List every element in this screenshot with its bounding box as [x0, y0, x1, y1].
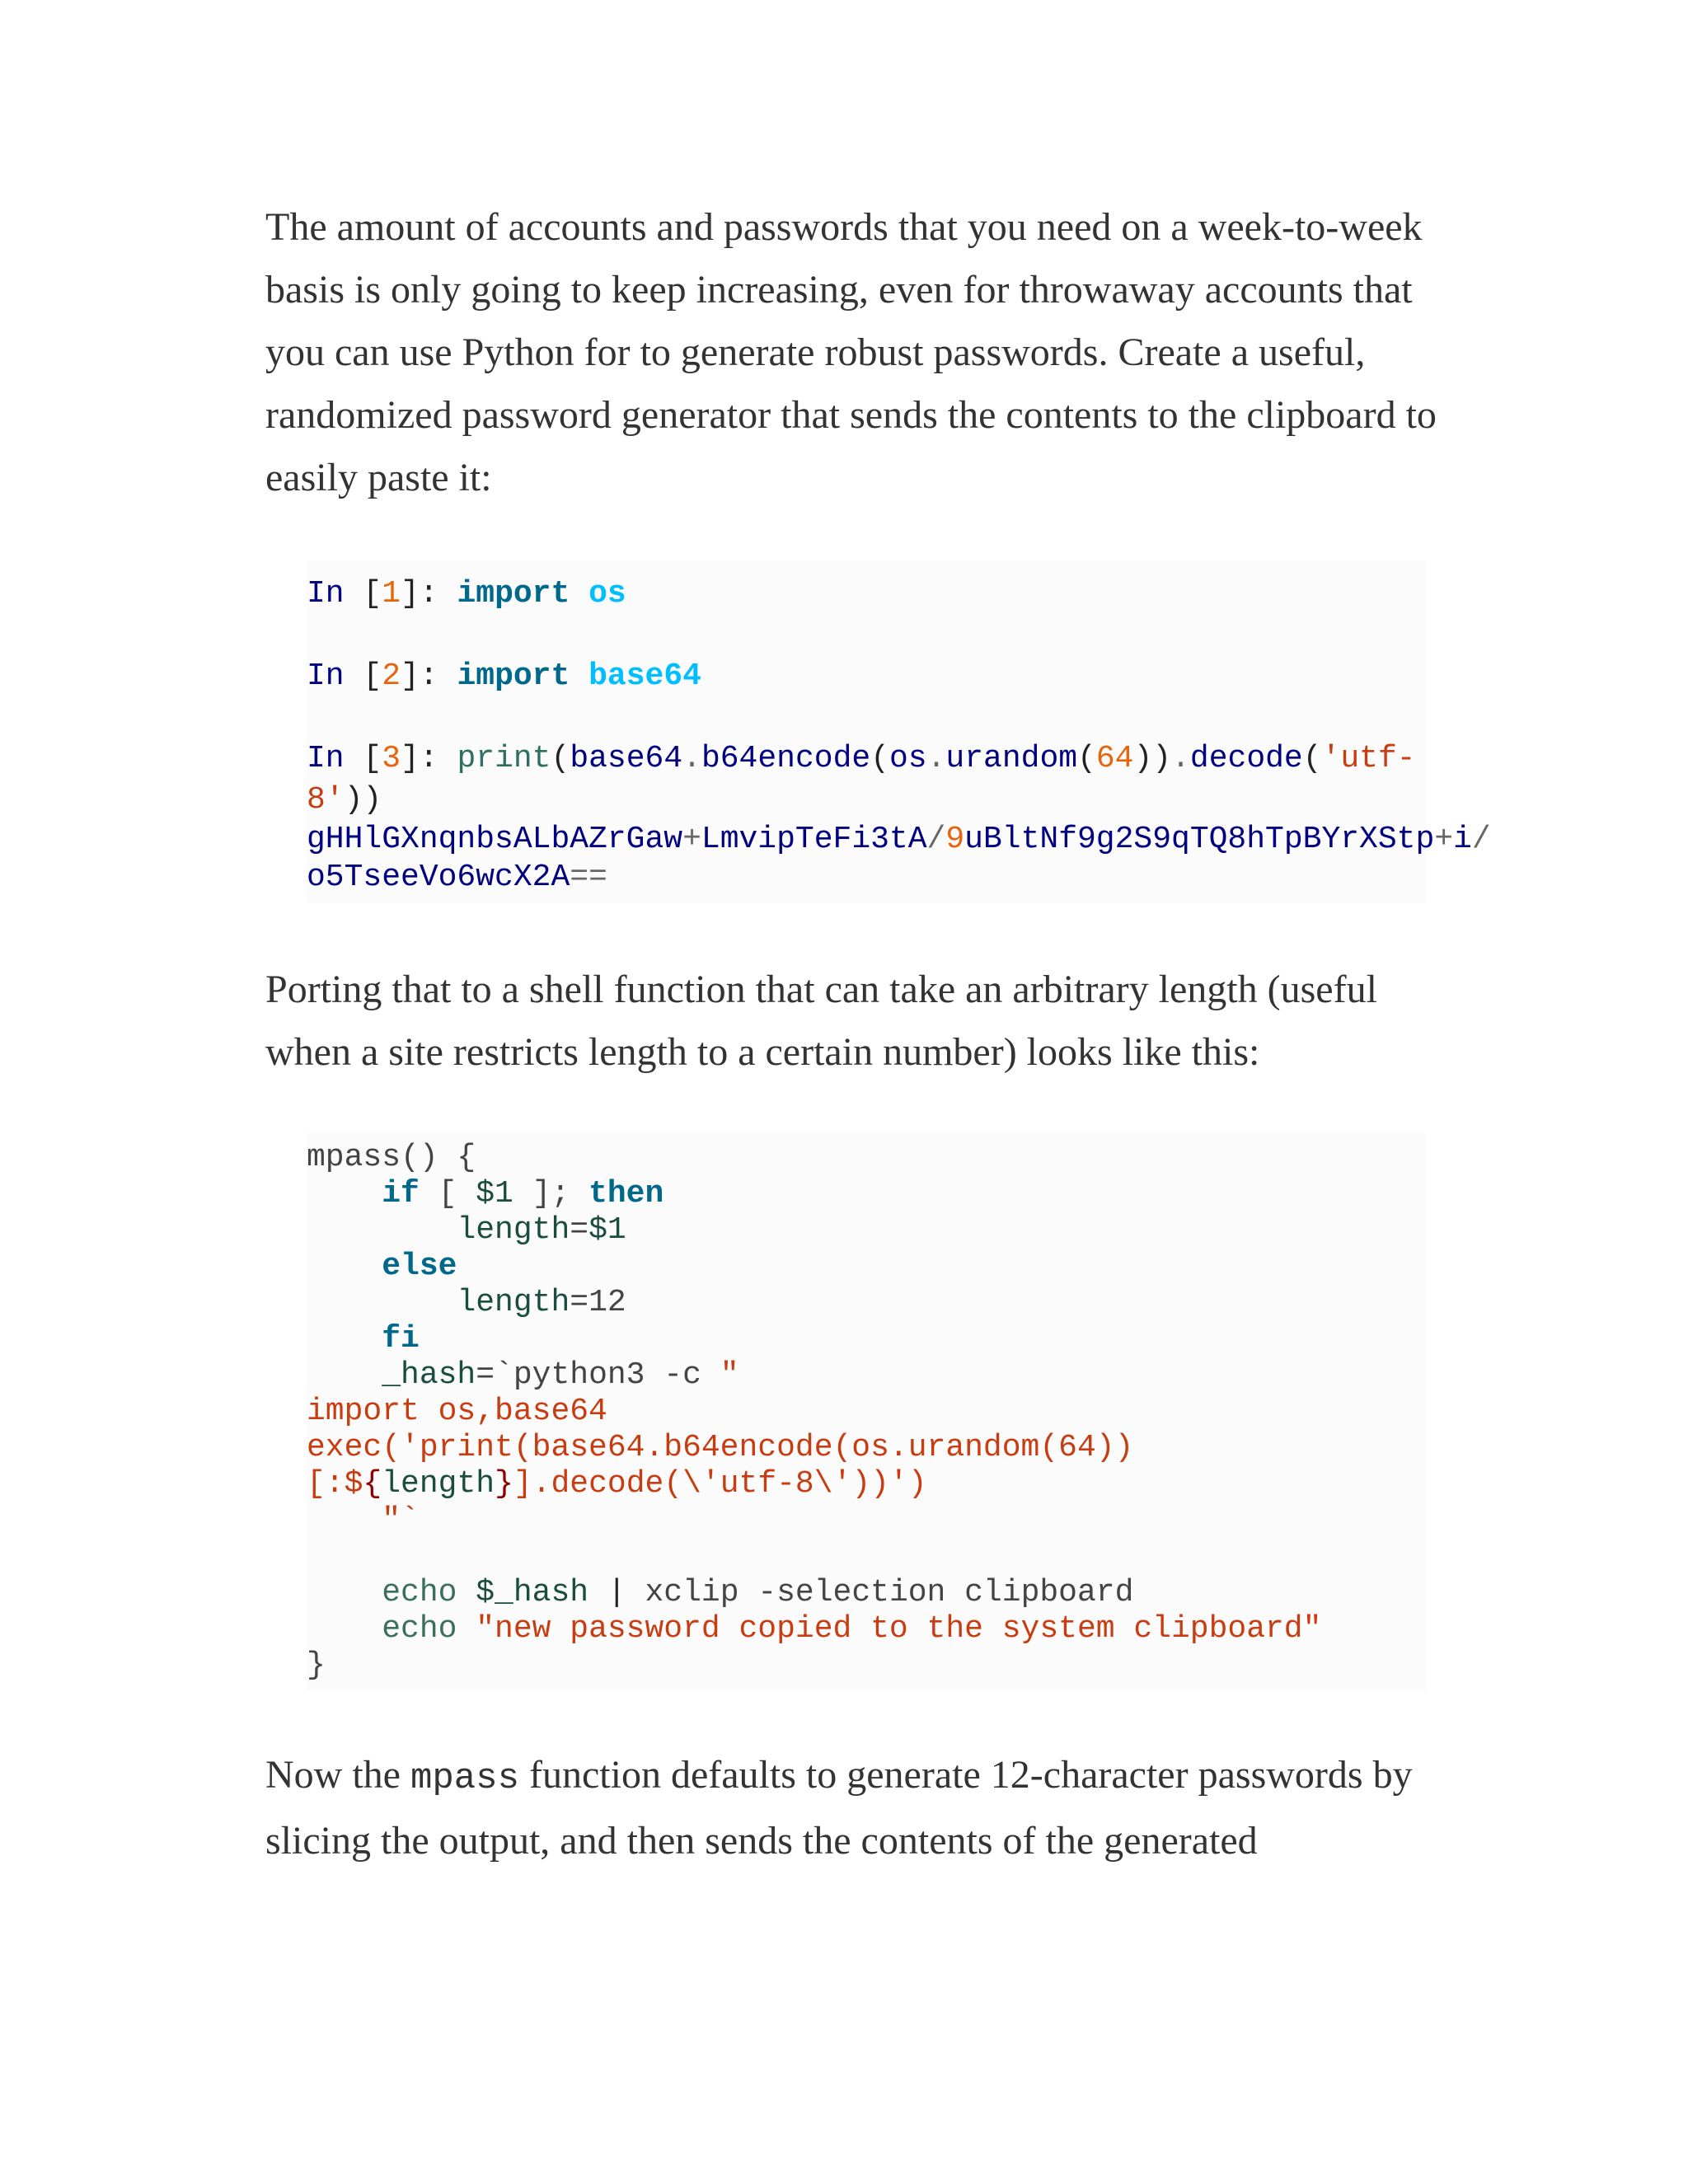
code-token-kw: else — [382, 1249, 457, 1284]
code-token-punct: ]: — [401, 741, 457, 776]
code-token-plain: ]; — [513, 1176, 589, 1212]
code-token-num: 1 — [382, 576, 401, 612]
code-token-var: length — [382, 1466, 495, 1502]
code-token-kw: import — [457, 658, 570, 694]
code-token-punct: [ — [363, 576, 382, 612]
shell-line — [307, 1647, 1426, 1684]
shell-line — [307, 1430, 1426, 1466]
code-token-plain — [570, 576, 588, 612]
code-token-num: 2 — [382, 658, 401, 694]
code-token-punct: ( — [1077, 741, 1096, 776]
code-token-name: urandom — [945, 741, 1078, 776]
code-token-name: LmvipTeFi3tA — [701, 822, 927, 857]
paragraph-text: function defaults to generate 12-character passwords by slicing the output, and then sends the contents of the generated — [265, 1753, 1413, 1863]
python-line — [307, 821, 1491, 859]
code-token-plain — [307, 1212, 457, 1248]
code-token-prompt: In — [307, 741, 363, 776]
code-token-brace: } — [495, 1466, 513, 1502]
code-token-plain — [307, 1575, 382, 1610]
code-token-var: $_hash — [476, 1575, 589, 1610]
shell-code-block — [307, 1133, 1426, 1690]
code-token-op: / — [926, 822, 946, 857]
code-token-plain — [570, 658, 588, 694]
code-token-plain — [457, 1611, 476, 1647]
code-token-plain — [307, 1249, 382, 1284]
code-token-num: 9 — [945, 822, 965, 857]
code-token-cmd: echo — [382, 1611, 457, 1647]
code-token-brace: { — [363, 1466, 382, 1502]
code-token-prompt: In — [307, 576, 363, 612]
code-token-num: 64 — [1095, 741, 1134, 776]
shell-line — [307, 1249, 1426, 1285]
shell-line — [307, 1539, 1426, 1575]
intro-paragraph: The amount of accounts and passwords that you need on a week-to-week basis is only going to keep increasing, even for throwaway accounts that you can use Python for to generate robust passwords. Create a useful, randomized password generator that sends the contents to the clipboard to easily paste it: — [265, 205, 1437, 499]
code-token-plain — [307, 1611, 382, 1647]
code-token-punct: ( — [1302, 741, 1322, 776]
code-token-name: o5TseeVo6wcX2A — [307, 860, 570, 895]
code-token-kw: import — [457, 576, 570, 612]
code-token-plain — [307, 1176, 382, 1212]
code-token-kw: if — [382, 1176, 420, 1212]
code-token-plain — [457, 1575, 476, 1610]
code-token-str: [:$ — [307, 1466, 363, 1502]
code-token-str: ].decode(\'utf-8\'))') — [513, 1466, 927, 1502]
code-token-op: . — [1171, 741, 1190, 776]
shell-line — [307, 1176, 1426, 1212]
code-token-str: 8' — [307, 782, 345, 818]
code-token-plain: =12 — [570, 1285, 626, 1320]
code-token-punct: ]: — [401, 576, 457, 612]
code-token-plain: = — [570, 1212, 589, 1248]
code-token-name: gHHlGXnqnbsALbAZrGaw — [307, 822, 683, 857]
shell-line — [307, 1394, 1426, 1430]
python-line — [307, 615, 1426, 656]
code-token-plain — [307, 1357, 382, 1393]
code-token-punct: | — [588, 1575, 645, 1610]
mpass-explanation-paragraph — [265, 1744, 1469, 1872]
code-token-kw: then — [588, 1176, 664, 1212]
code-token-prompt: In — [307, 658, 363, 694]
code-token-punct: ]: — [401, 658, 457, 694]
code-token-op: == — [570, 860, 607, 895]
shell-line — [307, 1357, 1426, 1394]
code-token-str: "` — [382, 1502, 420, 1538]
python-line — [307, 859, 1426, 897]
code-token-num: 3 — [382, 741, 401, 776]
code-token-plain: mpass() { — [307, 1140, 476, 1175]
code-token-op: . — [682, 741, 701, 776]
code-token-mod: os — [588, 576, 626, 612]
code-token-builtin: print — [457, 741, 551, 776]
python-line — [307, 738, 1426, 780]
code-token-punct: )) — [1133, 741, 1172, 776]
code-token-op: + — [1434, 822, 1454, 857]
code-token-plain: xclip -selection clipboard — [645, 1575, 1134, 1610]
shell-intro-paragraph: Porting that to a shell function that can take an arbitrary length (useful when a site restricts length to a certain number) looks like this: — [265, 968, 1377, 1074]
inline-code-mpass: mpass — [410, 1758, 519, 1799]
code-token-str: import os,base64 — [307, 1394, 607, 1429]
code-token-op: + — [682, 822, 701, 857]
shell-line — [307, 1502, 1426, 1539]
code-token-var: length — [457, 1212, 570, 1248]
code-token-var: $1 — [476, 1176, 513, 1212]
shell-line — [307, 1466, 1426, 1502]
code-token-cmd: echo — [382, 1575, 457, 1610]
paragraph-text: Now the — [265, 1753, 410, 1797]
code-token-mod: base64 — [588, 658, 701, 694]
code-token-punct: [ — [363, 658, 382, 694]
code-token-name: os — [889, 741, 927, 776]
code-token-plain: [ — [419, 1176, 476, 1212]
code-token-plain — [307, 1285, 457, 1320]
code-token-var: length — [457, 1285, 570, 1320]
code-token-plain: } — [307, 1647, 326, 1683]
code-token-name: base64 — [570, 741, 683, 776]
shell-line — [307, 1575, 1426, 1611]
python-line — [307, 780, 1426, 821]
python-line — [307, 656, 1426, 697]
code-token-str: 'utf- — [1321, 741, 1416, 776]
shell-line — [307, 1140, 1426, 1176]
shell-line — [307, 1611, 1426, 1647]
code-token-var: _hash — [382, 1357, 476, 1393]
code-token-op: . — [926, 741, 946, 776]
code-token-plain — [307, 1321, 382, 1357]
code-token-name: i — [1453, 822, 1472, 857]
shell-line — [307, 1212, 1426, 1249]
code-token-str: " — [720, 1357, 739, 1393]
code-token-plain: =`python3 -c — [476, 1357, 720, 1393]
code-token-var: $1 — [588, 1212, 626, 1248]
code-token-str: exec('print(base64.b64encode(os.urandom(64)) — [307, 1430, 1134, 1465]
code-token-op: / — [1471, 822, 1491, 857]
python-code-block — [307, 560, 1491, 903]
code-token-plain — [307, 1502, 382, 1538]
code-token-punct: )) — [344, 782, 382, 818]
shell-line — [307, 1285, 1426, 1321]
code-token-name: uBltNf9g2S9qTQ8hTpBYrXStp — [964, 822, 1435, 857]
code-token-punct: [ — [363, 741, 382, 776]
code-token-punct: ( — [870, 741, 889, 776]
code-token-punct: ( — [551, 741, 570, 776]
python-line — [307, 697, 1426, 738]
shell-line — [307, 1321, 1426, 1357]
code-token-name: b64encode — [701, 741, 871, 776]
code-token-name: decode — [1189, 741, 1303, 776]
code-token-str: "new password copied to the system clipboard" — [476, 1611, 1322, 1647]
python-line — [307, 574, 1426, 615]
code-token-kw: fi — [382, 1321, 420, 1357]
